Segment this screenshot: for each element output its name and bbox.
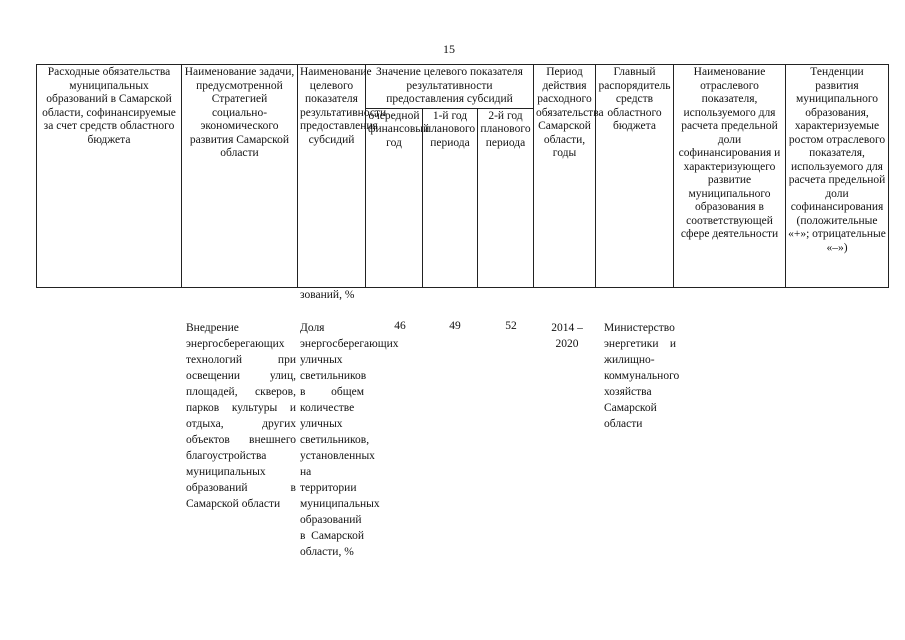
header-sector-indicator: Наименование отраслевого показателя, используемого для расчета предельной доли софинансирования и характеризующего развитие муниципального образования в соответствующей сфере деятельности [674, 65, 786, 288]
header-period: Период действия расходного обязательства Самарской области, годы [534, 65, 596, 288]
header-development-trends: Тенденции развития муниципального образования, характеризуемые ростом отраслевого показателя, используемого для расчета предельной доли софинансирования (положительные «+»; отрицательные «–») [786, 65, 889, 288]
header-plan-year-1: 1-й год планового периода [423, 108, 478, 288]
table-header [36, 64, 889, 288]
value-plan-year-2: 52 [505, 320, 517, 332]
header-task-name: Наименование задачи, предусмотренной Стратегией социально-экономического развития Самарской области [182, 65, 298, 288]
header-current-year: очередной финансовый год [366, 108, 423, 288]
manager-cell: Министерство энергетики и жилищно-коммунального хозяйства Самарской области [604, 322, 680, 430]
header-expense-obligations: Расходные обязательства муниципальных образований в Самарской области, софинансируемые за счет средств областного бюджета [37, 65, 182, 288]
period-cell: 2014 – 2020 [551, 322, 583, 350]
header-indicator-name: Наименование целевого показателя результативности предоставления субсидий [298, 65, 366, 288]
carry-over-text: зований, % [300, 289, 355, 301]
page-number: 15 [443, 42, 455, 56]
header-target-value-group: Значение целевого показателя результативности предоставления субсидий [366, 65, 534, 109]
header-main-manager: Главный распорядитель средств областного бюджета [596, 65, 674, 288]
task-cell: Внедрение энергосберегающих технологий при освещении улиц, площадей, скверов, парков культуры и отдыха, других объектов внешнего благоустройства муниципальных образований в Самарской области [186, 322, 296, 510]
value-current-year: 46 [394, 320, 406, 332]
header-plan-year-2: 2-й год планового периода [478, 108, 534, 288]
value-plan-year-1: 49 [449, 320, 461, 332]
indicator-cell: Доля энергосберегающих уличных светильников в общем количестве уличных светильников, установленных на территории муниципальных образований в Самарской области, % [300, 322, 399, 558]
